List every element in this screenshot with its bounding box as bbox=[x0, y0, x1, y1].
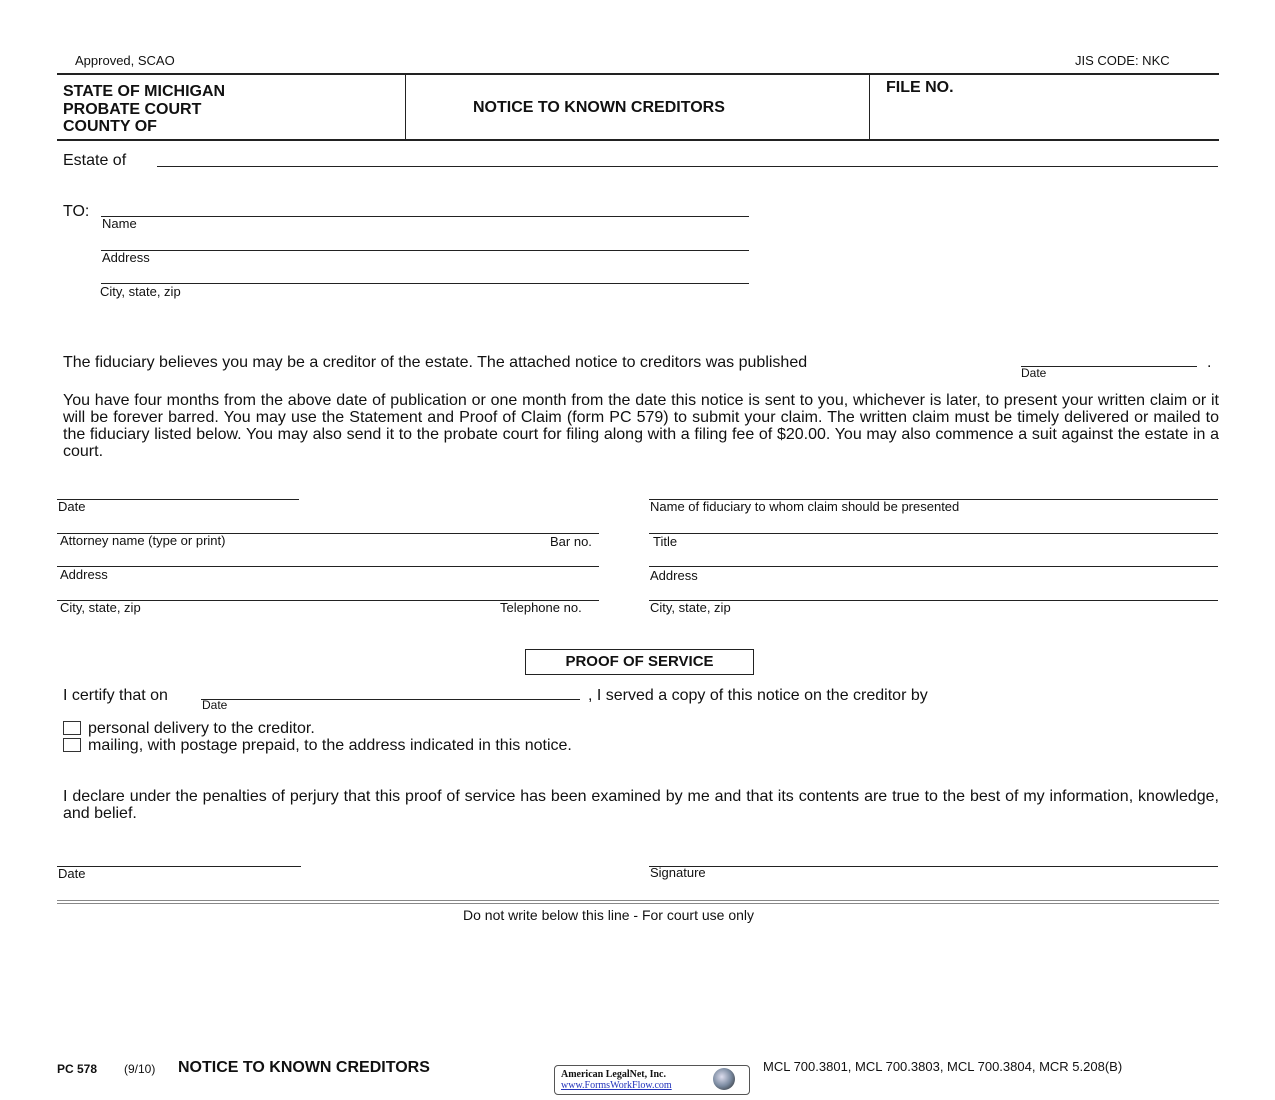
field-label: City, state, zip bbox=[100, 284, 181, 299]
served-text: , I served a copy of this notice on the creditor by bbox=[588, 687, 928, 704]
checkbox-label: mailing, with postage prepaid, to the address indicated in this notice. bbox=[88, 737, 572, 754]
field-label: Signature bbox=[650, 865, 706, 880]
to-city-field[interactable] bbox=[101, 283, 749, 284]
revision-date: (9/10) bbox=[124, 1062, 156, 1076]
divider bbox=[57, 900, 1219, 901]
field-label: Name of fiduciary to whom claim should be presented bbox=[650, 499, 960, 514]
fiduciary-address-field[interactable] bbox=[649, 566, 1218, 567]
logo-link[interactable]: www.FormsWorkFlow.com bbox=[561, 1080, 672, 1091]
field-label: Date bbox=[58, 499, 86, 514]
field-label: Date bbox=[202, 698, 228, 712]
court-block bbox=[63, 83, 225, 136]
signature-field[interactable] bbox=[649, 866, 1218, 867]
divider bbox=[869, 74, 870, 140]
legalnet-logo bbox=[554, 1065, 750, 1095]
mailing-checkbox[interactable] bbox=[63, 738, 81, 752]
field-label: Bar no. bbox=[550, 534, 592, 549]
field-label: City, state, zip bbox=[60, 600, 141, 615]
divider bbox=[405, 74, 406, 140]
citations: MCL 700.3801, MCL 700.3803, MCL 700.3804, MCR 5.208(B) bbox=[763, 1059, 1123, 1074]
court-line: PROBATE COURT bbox=[63, 100, 202, 118]
estate-field[interactable] bbox=[157, 166, 1218, 167]
court-line: STATE OF MICHIGAN bbox=[63, 83, 226, 100]
field-label: Date bbox=[1021, 366, 1047, 380]
form-title: NOTICE TO KNOWN CREDITORS bbox=[473, 99, 725, 116]
field-label: Address bbox=[102, 250, 150, 265]
field-label: Date bbox=[58, 866, 86, 881]
personal-delivery-checkbox[interactable] bbox=[63, 721, 81, 735]
to-label: TO: bbox=[63, 203, 90, 220]
field-label: City, state, zip bbox=[650, 600, 731, 615]
signing-date-field[interactable] bbox=[57, 866, 301, 867]
fiduciary-city-field[interactable] bbox=[649, 600, 1218, 601]
divider bbox=[57, 73, 1219, 75]
divider bbox=[57, 903, 1219, 904]
period: . bbox=[1207, 354, 1212, 371]
divider bbox=[57, 139, 1219, 141]
approved-text: Approved, SCAO bbox=[75, 53, 175, 68]
globe-icon bbox=[713, 1068, 735, 1090]
field-label: Name bbox=[102, 216, 137, 231]
form-number: PC 578 bbox=[57, 1062, 98, 1076]
to-name-field[interactable] bbox=[101, 216, 749, 217]
field-label: Telephone no. bbox=[500, 600, 582, 615]
estate-label: Estate of bbox=[63, 152, 127, 169]
date-field[interactable] bbox=[57, 499, 299, 500]
publication-date-field[interactable] bbox=[1021, 366, 1197, 367]
field-label: Address bbox=[650, 568, 698, 583]
published-text: The fiduciary believes you may be a creditor of the estate. The attached notice to creditors was published bbox=[63, 354, 808, 371]
field-label: Title bbox=[653, 534, 678, 549]
court-use-note: Do not write below this line - For court use only bbox=[463, 907, 755, 923]
field-label: Attorney name (type or print) bbox=[60, 533, 226, 548]
checkbox-label: personal delivery to the creditor. bbox=[88, 720, 315, 737]
certify-text: I certify that on bbox=[63, 687, 168, 704]
court-line: COUNTY OF bbox=[63, 118, 157, 135]
notice-paragraph: You have four months from the above date of publication or one month from the date this notice is sent to you, whichever is later, to present your written claim or it will be forever barred. You may use the Statement and Proof of Claim (form PC 579) to submit your claim. The written claim must be timely delivered or mailed to the fiduciary listed below. You may also send it to the probate court for filing along with a filing fee of $20.00. You may also commence a suit against the estate in a court. bbox=[63, 392, 1219, 460]
logo-name: American LegalNet, Inc. bbox=[561, 1069, 666, 1080]
to-address-field[interactable] bbox=[101, 250, 749, 251]
title-field[interactable] bbox=[649, 533, 1218, 534]
proof-heading: PROOF OF SERVICE bbox=[525, 649, 754, 675]
file-no-label: FILE NO. bbox=[886, 79, 954, 96]
attorney-address-field[interactable] bbox=[57, 566, 599, 567]
field-label: Address bbox=[60, 567, 108, 582]
service-date-field[interactable] bbox=[201, 699, 580, 700]
declaration-text: I declare under the penalties of perjury that this proof of service has been examined by me and that its contents are true to the best of my information, knowledge, and belief. bbox=[63, 788, 1219, 822]
jis-code: JIS CODE: NKC bbox=[1075, 53, 1170, 68]
footer-title: NOTICE TO KNOWN CREDITORS bbox=[178, 1059, 430, 1076]
